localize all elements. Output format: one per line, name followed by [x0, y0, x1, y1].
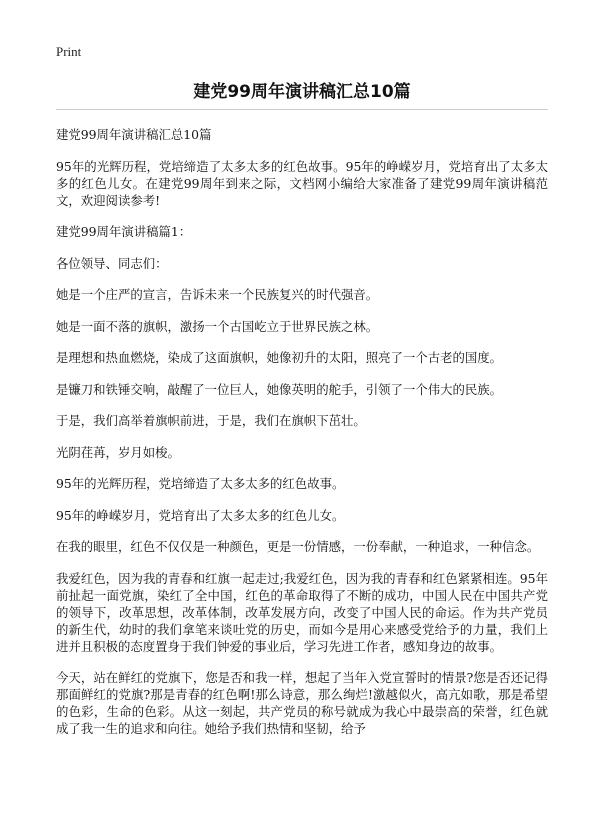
paragraph: 她是一面不落的旗帜，激扬一个古国屹立于世界民族之林。	[56, 318, 379, 334]
paragraph: 95年的光辉历程，党培缔造了太多太多的红色故事。	[56, 476, 345, 491]
paragraph: 是镰刀和铁锤交响，敲醒了一位巨人，她像英明的舵手，引领了一个伟大的民族。	[56, 381, 503, 397]
paragraph: 建党99周年演讲稿汇总10篇	[56, 127, 212, 142]
paragraph: 建党99周年演讲稿篇1：	[56, 224, 192, 239]
page-title: 建党99周年演讲稿汇总10篇	[56, 80, 548, 110]
paragraph: 95年的峥嵘岁月，党培育出了太多太多的红色儿女。	[56, 507, 345, 523]
paragraph: 我爱红色，因为我的青春和红旗一起走过;我爱红色，因为我的青春和红色紧紧相连。95年前扯起一面党旗，染红了全中国，红色的革命取得了不断的成功，中国人民在中国共产党的领导下，改革思想，改革体制，改革发展方向，改变了中国人民的命运。作为共产党员的新生代，幼时的我们拿笔来谈吐党的历史，而如今是用心来感受党给予的力量，我们上进并且积极的态度置身于我们钟爱的事业后，学习先进工作者，感知身边的故事。	[56, 570, 548, 654]
paragraph: 是理想和热血燃烧，染成了这面旗帜，她像初升的太阳，照亮了一个古老的国度。	[56, 350, 503, 365]
paragraph: 各位领导、同志们：	[56, 255, 168, 271]
paragraph: 光阴荏苒，岁月如梭。	[56, 444, 180, 460]
paragraph: 今天，站在鲜红的党旗下，您是否和我一样，想起了当年入党宣誓时的情景?您是否还记得那面鲜红的党旗?那是青春的红色啊!那么诗意，那么绚烂!激越似火，高亢如歌，那是希望的色彩，生命的色彩。从这一刻起，共产党员的称号就成为我心中最崇高的荣誉，红色就成了我一生的追求和向往。她给予我们热情和坚韧，给予	[56, 670, 548, 736]
paragraph: 她是一个庄严的宣言，告诉未来一个民族复兴的时代强音。	[56, 287, 379, 302]
article-body	[56, 126, 548, 737]
paragraph: 95年的光辉历程，党培缔造了太多太多的红色故事。95年的峥嵘岁月，党培育出了太多太多的红色儿女。在建党99周年到来之际，文档网小编给大家准备了建党99周年演讲稿范文，欢迎阅读参考!	[56, 158, 548, 208]
paragraph: 于是，我们高举着旗帜前进，于是，我们在旗帜下茁壮。	[56, 413, 366, 428]
paragraph: 在我的眼里，红色不仅仅是一种颜色，更是一份情感，一份奉献，一种追求，一种信念。	[56, 539, 540, 554]
print-link[interactable]: Print	[56, 44, 82, 59]
